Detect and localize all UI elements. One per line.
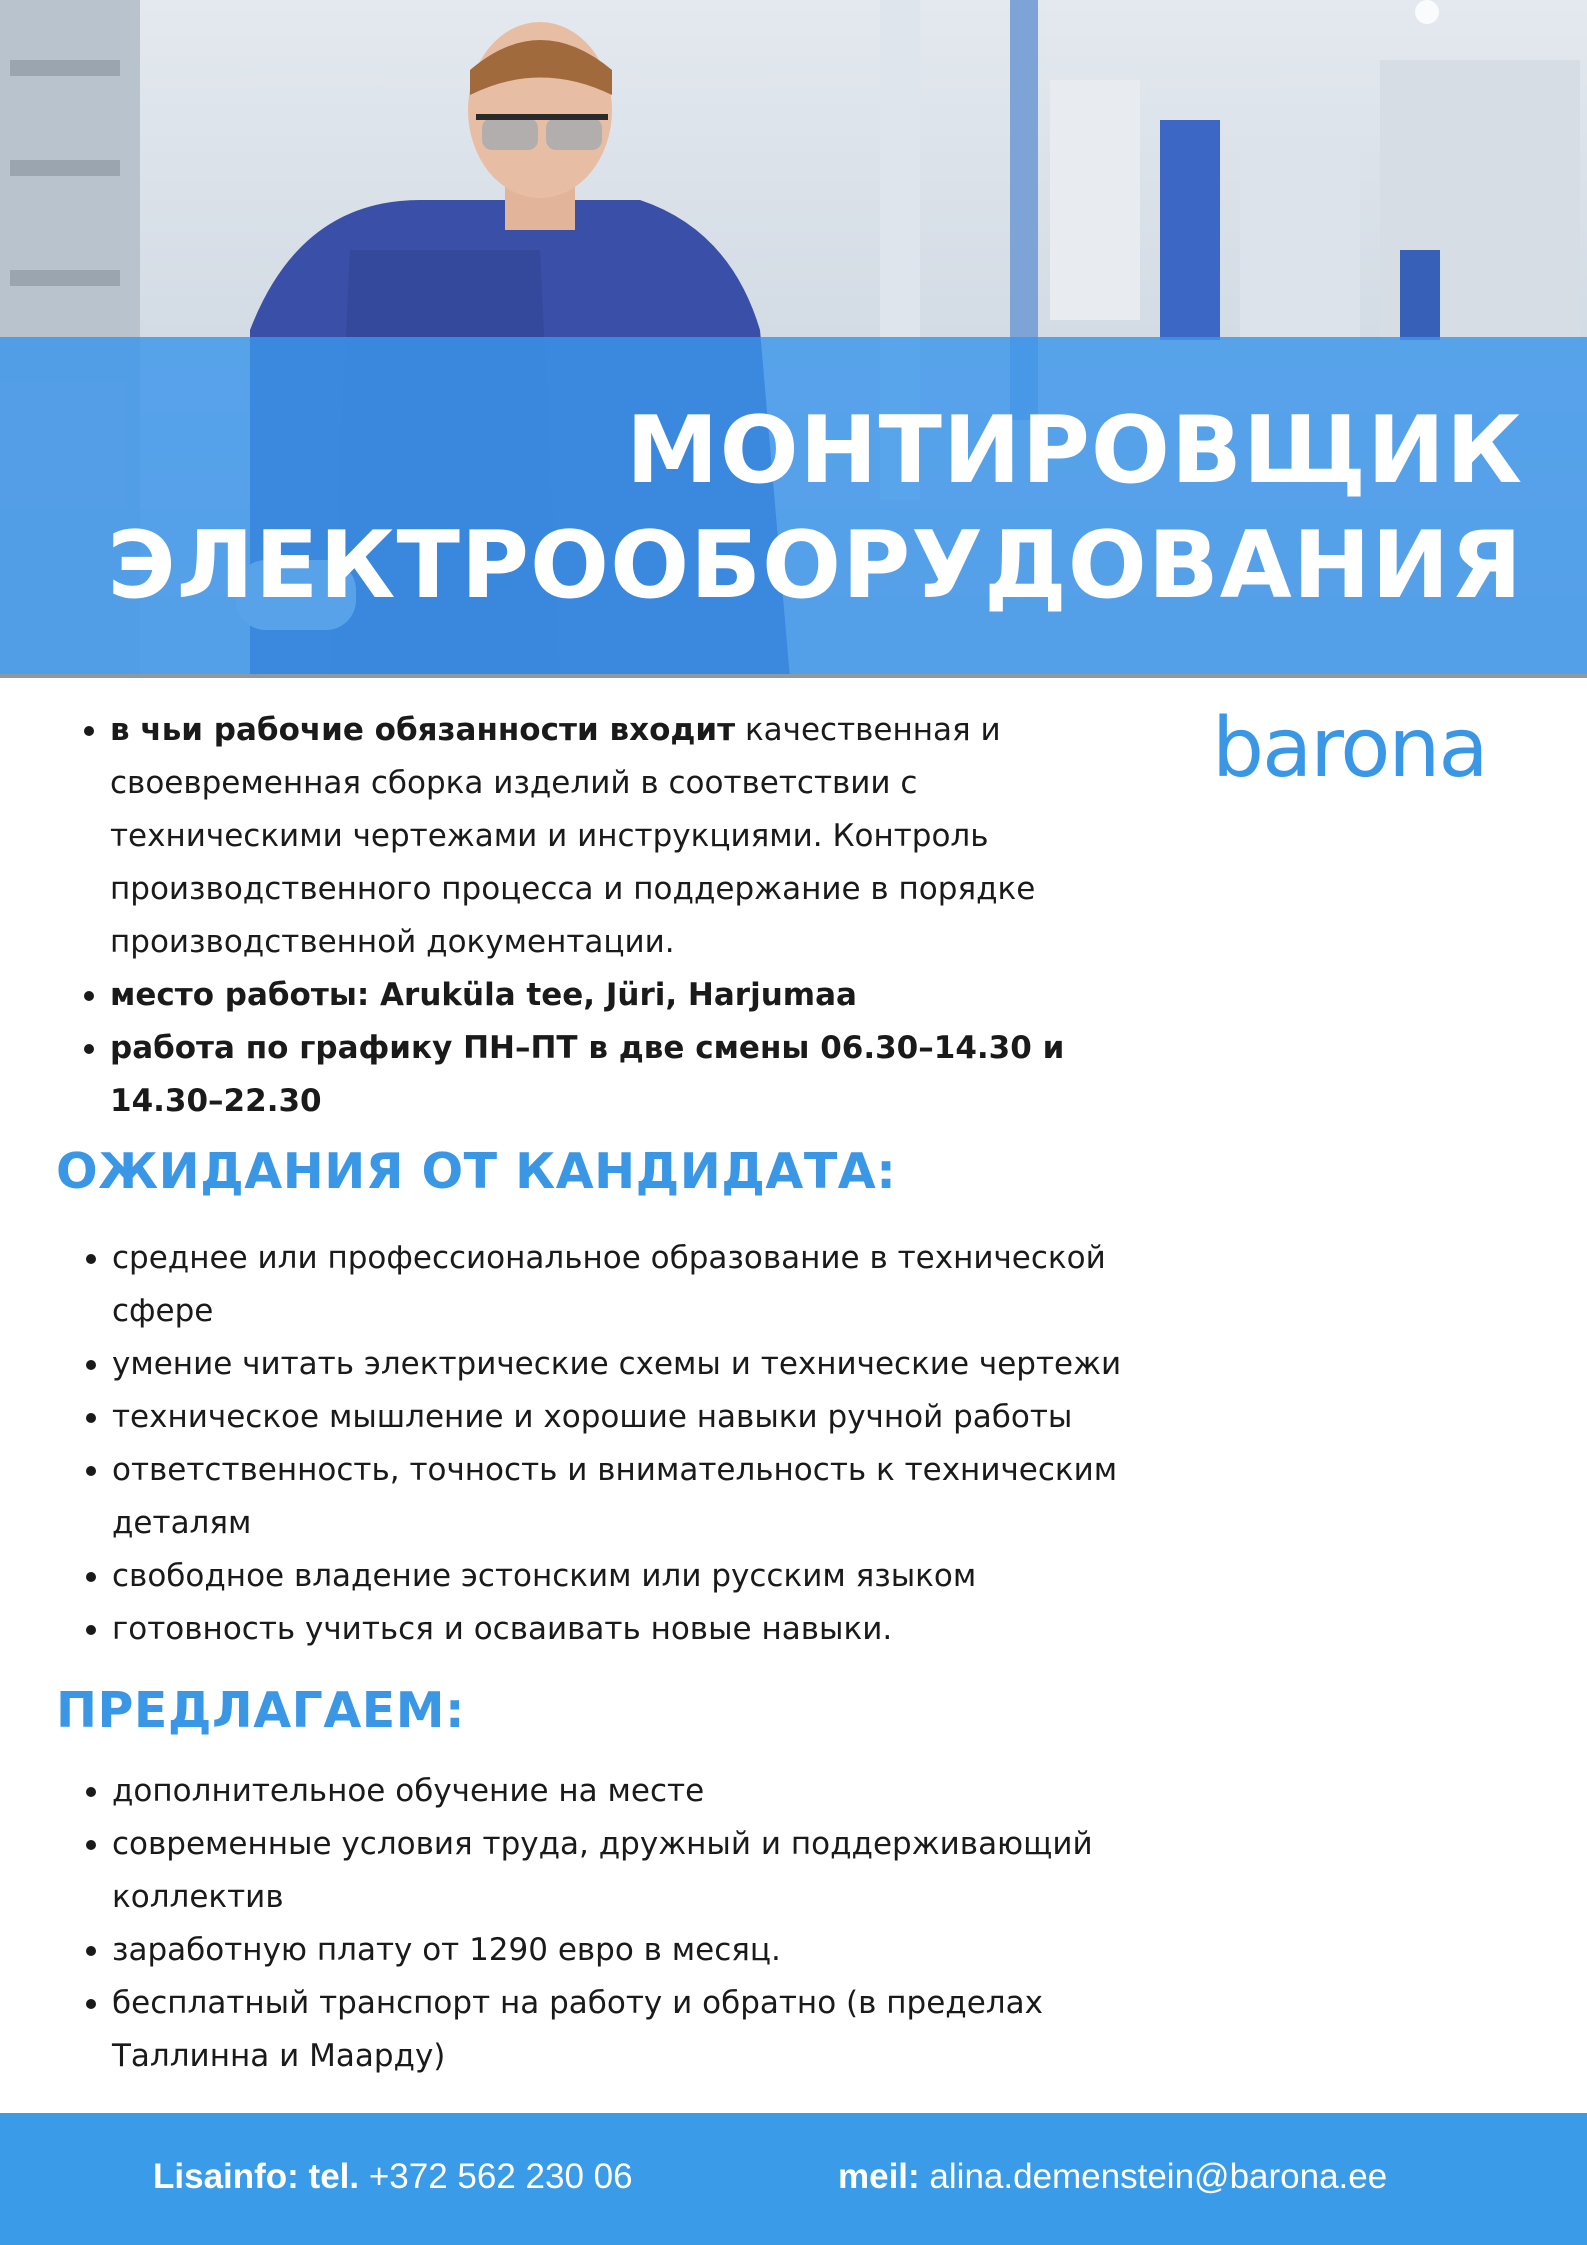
hero-banner (0, 0, 1587, 678)
list-item: бесплатный транспорт на работу и обратно (в пределах Таллинна и Маарду) (58, 1977, 1158, 2083)
duties-label: в чьи рабочие обязанности входит (110, 712, 736, 748)
job-title (23, 393, 1523, 623)
list-item: техническое мышление и хорошие навыки ручной работы (58, 1391, 1158, 1444)
list-item-schedule: работа по графику ПН–ПТ в две смены 06.30–14.30 и 14.30–22.30 (56, 1022, 1156, 1128)
list-item: заработную плату от 1290 евро в месяц. (58, 1924, 1158, 1977)
duties-text: качественная и своевременная сборка изделий в соответствии с техническими чертежами и инструкциями. Контроль производственного процесса и поддержание в порядке производственной документации. (110, 712, 1036, 960)
phone-contact (153, 2157, 633, 2197)
list-item-location: место работы: Aruküla tee, Jüri, Harjumaa (56, 969, 1156, 1022)
job-description (56, 704, 1156, 1128)
email-contact (838, 2157, 1387, 2197)
job-title-line-2: ЭЛЕКТРООБОРУДОВАНИЯ (107, 511, 1523, 619)
job-title-line-1: МОНТИРОВЩИК (626, 396, 1523, 504)
list-item: умение читать электрические схемы и технические чертежи (58, 1338, 1158, 1391)
list-item: современные условия труда, дружный и поддерживающий коллектив (58, 1818, 1158, 1924)
list-item: готовность учиться и осваивать новые навыки. (58, 1603, 1158, 1656)
offer-heading: ПРЕДЛАГАЕМ: (56, 1682, 466, 1739)
barona-logo (1212, 708, 1544, 792)
hero-divider (0, 674, 1587, 678)
email-address[interactable]: alina.demenstein@barona.ee (919, 2157, 1388, 2196)
list-item: свободное владение эстонским или русским языком (58, 1550, 1158, 1603)
list-item: дополнительное обучение на месте (58, 1765, 1158, 1818)
list-item-duties (56, 704, 1156, 969)
list-item: ответственность, точность и внимательность к техническим деталям (58, 1444, 1158, 1550)
phone-number[interactable]: +372 562 230 06 (359, 2157, 633, 2196)
svg-text:barona: barona (1212, 708, 1487, 788)
contact-footer (0, 2113, 1587, 2245)
phone-label: Lisainfo: tel. (153, 2157, 360, 2196)
expectations-list (58, 1232, 1158, 1656)
barona-logo-mark (1212, 708, 1544, 788)
expectations-heading: ОЖИДАНИЯ ОТ КАНДИДАТА: (56, 1143, 897, 1200)
offer-list (58, 1765, 1158, 2083)
list-item: среднее или профессиональное образование в технической сфере (58, 1232, 1158, 1338)
email-label: meil: (838, 2157, 920, 2196)
